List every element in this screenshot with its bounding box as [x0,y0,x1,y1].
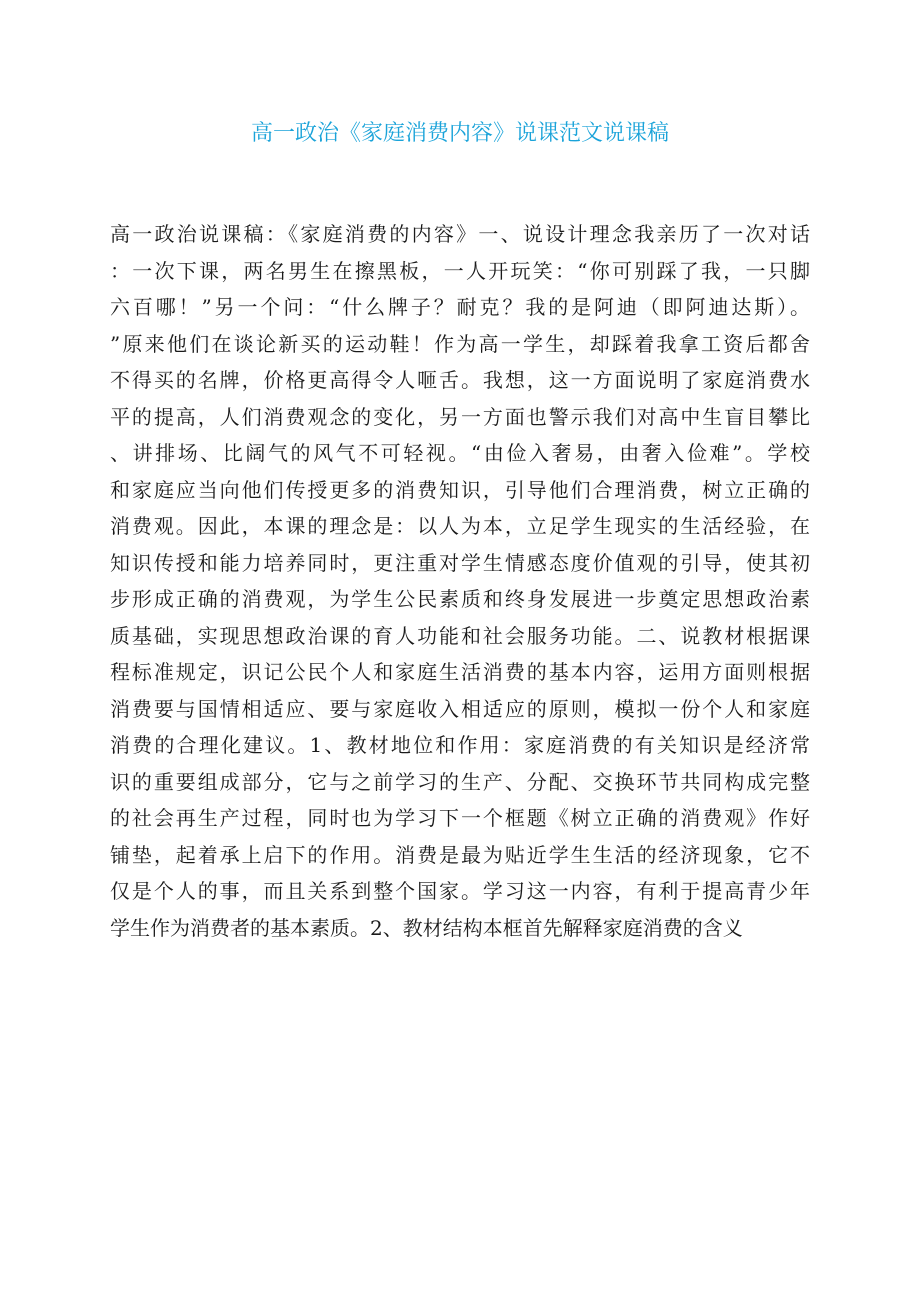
body-line: 识的重要组成部分，它与之前学习的生产、分配、交换环节共同构成完整 [110,769,810,794]
body-line: 仅是个人的事，而且关系到整个国家。学习这一内容，有利于提高青少年 [110,879,810,903]
document-title: 高一政治《家庭消费内容》说课范文说课稿 [250,121,669,146]
body-line: 学生作为消费者的基本素质。2、教材结构本框首先解释家庭消费的含义 [110,915,743,940]
document-body [110,216,810,946]
body-line: 高一政治说课稿：《家庭消费的内容》一、说设计理念我亲历了一次对话 [110,222,810,246]
body-line: 消费要与国情相适应、要与家庭收入相适应的原则，模拟一份个人和家庭 [110,696,810,721]
body-line: 不得买的名牌，价格更高得令人咂舌。我想，这一方面说明了家庭消费水 [110,368,810,392]
body-line: 知识传授和能力培养同时，更注重对学生情感态度价值观的引导，使其初 [110,550,810,575]
body-line: 程标准规定，识记公民个人和家庭生活消费的基本内容，运用方面则根据 [110,660,810,684]
body-line: 的社会再生产过程，同时也为学习下一个框题《树立正确的消费观》作好 [110,806,810,830]
body-line: ”原来他们在谈论新买的运动鞋！作为高一学生，却踩着我拿工资后都舍 [110,331,810,356]
body-line: 消费的合理化建议。1、教材地位和作用：家庭消费的有关知识是经济常 [110,733,810,757]
body-line: 、讲排场、比阔气的风气不可轻视。“由俭入奢易，由奢入俭难”。学校 [110,441,810,465]
body-line: 和家庭应当向他们传授更多的消费知识，引导他们合理消费，树立正确的 [110,477,810,502]
body-line: 步形成正确的消费观，为学生公民素质和终身发展进一步奠定思想政治素 [110,587,810,611]
body-line: ：一次下课，两名男生在擦黑板，一人开玩笑：“你可别踩了我，一只脚 [110,258,810,283]
body-line: 铺垫，起着承上启下的作用。消费是最为贴近学生生活的经济现象，它不 [110,842,810,867]
body-line: 消费观。因此，本课的理念是：以人为本，立足学生现实的生活经验，在 [110,514,810,538]
body-line: 六百哪！”另一个问：“什么牌子？耐克？我的是阿迪（即阿迪达斯）。 [110,295,810,319]
body-line: 质基础，实现思想政治课的育人功能和社会服务功能。二、说教材根据课 [110,623,810,648]
body-line: 平的提高，人们消费观念的变化，另一方面也警示我们对高中生盲目攀比 [110,404,810,429]
